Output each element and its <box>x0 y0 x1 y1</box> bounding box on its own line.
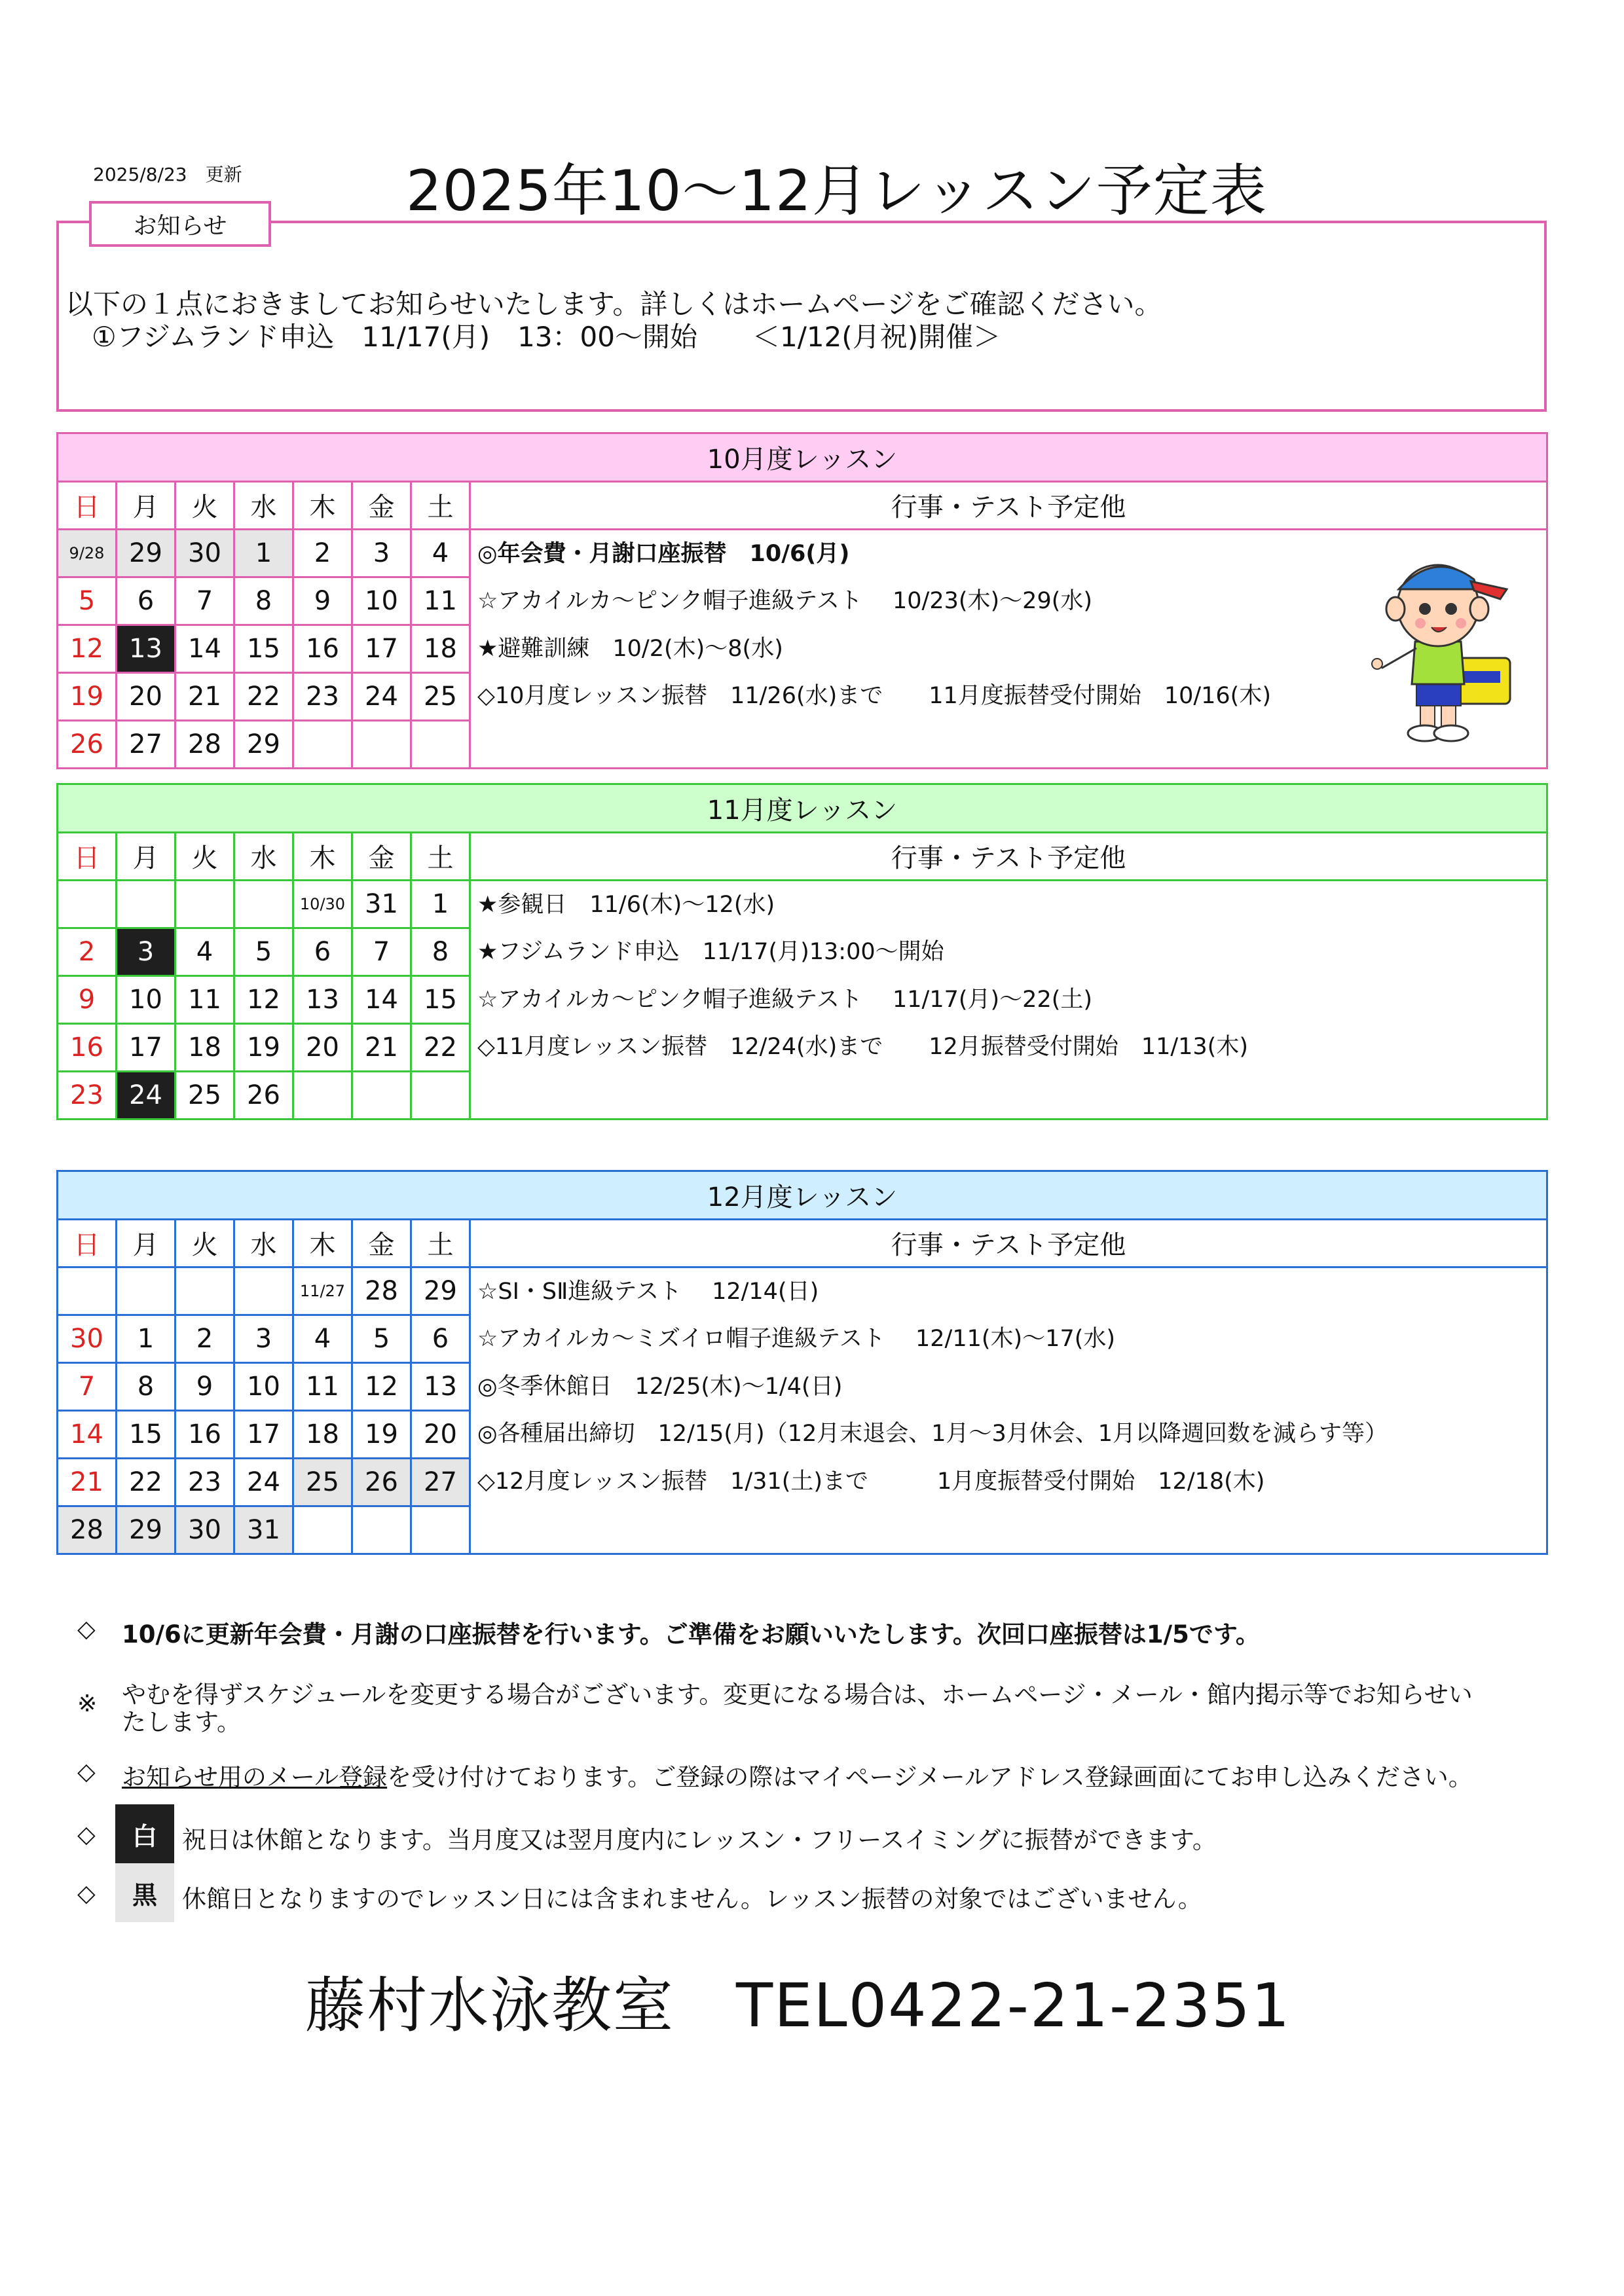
note-1-mark: ◇ <box>77 1616 96 1643</box>
day-cell: 6 <box>411 1315 470 1362</box>
day-cell: 14 <box>175 625 234 672</box>
day-cell: 26 <box>234 1071 293 1119</box>
day-cell <box>234 1267 293 1315</box>
day-cell: 31 <box>352 880 411 928</box>
weekday-tue: 火 <box>175 1220 234 1267</box>
day-cell: 10 <box>352 577 411 625</box>
notice-line-1: 以下の１点におきましてお知らせいたします。詳しくはホームページをご確認ください。 <box>65 288 1162 320</box>
weekday-tue: 火 <box>175 482 234 530</box>
events-header: 行事・テスト予定他 <box>470 482 1547 530</box>
day-cell: 24 <box>234 1458 293 1506</box>
day-cell: 11 <box>411 577 470 625</box>
day-cell: 1 <box>411 880 470 928</box>
day-cell <box>293 720 352 768</box>
day-cell: 2 <box>175 1315 234 1362</box>
event-line: ★避難訓練 10/2(木)〜8(水) <box>477 635 783 662</box>
updated-date: 2025/8/23 更新 <box>93 164 242 185</box>
october-events <box>470 529 1547 769</box>
event-line: ☆アカイルカ〜ピンク帽子進級テスト 11/17(月)〜22(土) <box>477 986 1093 1013</box>
day-cell: 19 <box>58 672 117 720</box>
day-cell: 10 <box>117 975 175 1023</box>
november-title: 11月度レッスン <box>58 784 1547 833</box>
weekday-sat: 土 <box>411 1220 470 1267</box>
day-cell: 15 <box>234 625 293 672</box>
weekday-thu: 木 <box>293 833 352 881</box>
day-cell: 26 <box>58 720 117 768</box>
day-cell <box>352 720 411 768</box>
day-cell: 23 <box>175 1458 234 1506</box>
day-cell-closed: 31 <box>234 1506 293 1554</box>
day-cell: 5 <box>234 928 293 975</box>
day-cell: 12 <box>234 975 293 1023</box>
day-cell: 8 <box>117 1362 175 1410</box>
november-events <box>470 880 1547 1120</box>
day-cell: 29 <box>117 529 175 577</box>
page-title: 2025年10〜12月レッスン予定表 <box>406 158 1267 224</box>
weekday-fri: 金 <box>352 1220 411 1267</box>
day-cell: 4 <box>411 529 470 577</box>
day-cell: 2 <box>58 928 117 975</box>
event-line: ◇10月度レッスン振替 11/26(水)まで 11月度振替受付開始 10/16(木) <box>477 683 1271 709</box>
white-holiday-badge: 白 <box>115 1804 174 1863</box>
day-cell: 5 <box>352 1315 411 1362</box>
day-cell: 15 <box>411 975 470 1023</box>
weekday-thu: 木 <box>293 482 352 530</box>
november-calendar <box>56 783 1548 1120</box>
weekday-sun: 日 <box>58 482 117 530</box>
day-cell: 9/28 <box>58 529 117 577</box>
day-cell-closed: 26 <box>352 1458 411 1506</box>
weekday-fri: 金 <box>352 833 411 881</box>
event-line: ◎各種届出締切 12/15(月)（12月末退会、1月〜3月休会、1月以降週回数を減らす等） <box>477 1421 1388 1447</box>
day-cell: 15 <box>117 1410 175 1458</box>
day-cell: 22 <box>411 1023 470 1071</box>
event-line: ◇11月度レッスン振替 12/24(水)まで 12月振替受付開始 11/13(木) <box>477 1034 1248 1060</box>
note-3-text: を受け付けております。ご登録の際はマイページメールアドレス登録画面にてお申し込みください。 <box>387 1763 1473 1791</box>
weekday-tue: 火 <box>175 833 234 881</box>
day-cell: 24 <box>352 672 411 720</box>
day-cell: 21 <box>175 672 234 720</box>
day-cell: 14 <box>58 1410 117 1458</box>
day-cell: 23 <box>293 672 352 720</box>
day-cell <box>411 1071 470 1119</box>
day-cell: 16 <box>175 1410 234 1458</box>
note-5-mark: ◇ <box>77 1880 96 1907</box>
day-cell-holiday: 13 <box>117 625 175 672</box>
day-cell: 7 <box>175 577 234 625</box>
weekday-mon: 月 <box>117 833 175 881</box>
note-2-text-a: やむを得ずスケジュールを変更する場合がございます。変更になる場合は、ホームページ・メール・館内掲示等でお知らせい <box>122 1681 1473 1709</box>
day-cell: 25 <box>411 672 470 720</box>
weekday-fri: 金 <box>352 482 411 530</box>
day-cell <box>117 880 175 928</box>
weekday-wed: 水 <box>234 1220 293 1267</box>
day-cell: 17 <box>117 1023 175 1071</box>
day-cell: 6 <box>293 928 352 975</box>
day-cell: 30 <box>58 1315 117 1362</box>
note-2-text-b: たします。 <box>122 1708 242 1736</box>
day-cell <box>411 1506 470 1554</box>
events-header: 行事・テスト予定他 <box>470 1220 1547 1267</box>
note-4-text: 祝日は休館となります。当月度又は翌月度内にレッスン・フリースイミングに振替ができます。 <box>182 1826 1217 1854</box>
event-line: ◎年会費・月謝口座振替 10/6(月) <box>477 540 850 567</box>
weekday-mon: 月 <box>117 482 175 530</box>
weekday-wed: 水 <box>234 833 293 881</box>
event-line: ☆SⅠ・SⅡ進級テスト 12/14(日) <box>477 1278 819 1305</box>
events-header: 行事・テスト予定他 <box>470 833 1547 881</box>
day-cell-closed: 29 <box>117 1506 175 1554</box>
day-cell <box>117 1267 175 1315</box>
day-cell: 4 <box>293 1315 352 1362</box>
weekday-thu: 木 <box>293 1220 352 1267</box>
day-cell: 11 <box>175 975 234 1023</box>
day-cell: 10 <box>234 1362 293 1410</box>
day-cell: 12 <box>352 1362 411 1410</box>
day-cell: 9 <box>175 1362 234 1410</box>
day-cell: 18 <box>175 1023 234 1071</box>
day-cell: 17 <box>234 1410 293 1458</box>
day-cell: 13 <box>411 1362 470 1410</box>
day-cell <box>352 1071 411 1119</box>
day-cell: 12 <box>58 625 117 672</box>
day-cell-closed: 25 <box>293 1458 352 1506</box>
day-cell: 19 <box>234 1023 293 1071</box>
day-cell: 11/27 <box>293 1267 352 1315</box>
day-cell: 10/30 <box>293 880 352 928</box>
day-cell-holiday: 24 <box>117 1071 175 1119</box>
day-cell: 28 <box>175 720 234 768</box>
day-cell: 22 <box>117 1458 175 1506</box>
weekday-sun: 日 <box>58 833 117 881</box>
day-cell <box>175 880 234 928</box>
day-cell-holiday: 3 <box>117 928 175 975</box>
weekday-sun: 日 <box>58 1220 117 1267</box>
day-cell: 13 <box>293 975 352 1023</box>
day-cell <box>411 720 470 768</box>
note-4-mark: ◇ <box>77 1821 96 1848</box>
weekday-sat: 土 <box>411 482 470 530</box>
event-line <box>471 1505 1546 1553</box>
day-cell-closed: 28 <box>58 1506 117 1554</box>
note-3-mark: ◇ <box>77 1758 96 1785</box>
contact-footer: 藤村水泳教室 TEL0422-21-2351 <box>305 1971 1291 2041</box>
day-cell: 8 <box>234 577 293 625</box>
october-title: 10月度レッスン <box>58 433 1547 482</box>
day-cell: 18 <box>293 1410 352 1458</box>
note-5-text: 休館日となりますのでレッスン日には含まれません。レッスン振替の対象ではございません。 <box>182 1885 1202 1913</box>
day-cell <box>293 1506 352 1554</box>
day-cell <box>234 880 293 928</box>
black-closed-badge: 黒 <box>115 1863 174 1922</box>
day-cell: 21 <box>58 1458 117 1506</box>
december-events <box>470 1267 1547 1554</box>
day-cell: 28 <box>352 1267 411 1315</box>
event-line: ◎冬季休館日 12/25(木)〜1/4(日) <box>477 1373 843 1400</box>
event-line: ★参観日 11/6(木)〜12(水) <box>477 891 775 918</box>
day-cell: 14 <box>352 975 411 1023</box>
day-cell: 8 <box>411 928 470 975</box>
event-line <box>471 1071 1546 1119</box>
day-cell: 3 <box>234 1315 293 1362</box>
day-cell: 27 <box>117 720 175 768</box>
day-cell: 20 <box>117 672 175 720</box>
day-cell: 18 <box>411 625 470 672</box>
day-cell: 1 <box>117 1315 175 1362</box>
event-line: ☆アカイルカ〜ピンク帽子進級テスト 10/23(木)〜29(水) <box>477 588 1093 614</box>
day-cell: 17 <box>352 625 411 672</box>
day-cell: 16 <box>293 625 352 672</box>
day-cell <box>175 1267 234 1315</box>
day-cell: 19 <box>352 1410 411 1458</box>
day-cell: 20 <box>411 1410 470 1458</box>
day-cell <box>58 880 117 928</box>
day-cell: 20 <box>293 1023 352 1071</box>
day-cell: 30 <box>175 529 234 577</box>
day-cell: 4 <box>175 928 234 975</box>
note-1-text: 10/6に更新年会費・月謝の口座振替を行います。ご準備をお願いいたします。次回口座振替は1/5です。 <box>122 1620 1260 1649</box>
day-cell: 22 <box>234 672 293 720</box>
october-calendar <box>56 432 1548 769</box>
weekday-wed: 水 <box>234 482 293 530</box>
day-cell: 23 <box>58 1071 117 1119</box>
event-line: ◇12月度レッスン振替 1/31(土)まで 1月度振替受付開始 12/18(木) <box>477 1468 1265 1495</box>
notice-tab: お知らせ <box>89 201 271 247</box>
day-cell: 16 <box>58 1023 117 1071</box>
day-cell: 9 <box>293 577 352 625</box>
day-cell <box>58 1267 117 1315</box>
weekday-mon: 月 <box>117 1220 175 1267</box>
day-cell: 29 <box>411 1267 470 1315</box>
day-cell: 7 <box>58 1362 117 1410</box>
note-2-mark: ※ <box>77 1690 98 1717</box>
weekday-sat: 土 <box>411 833 470 881</box>
day-cell: 3 <box>352 529 411 577</box>
mail-registration-link[interactable]: お知らせ用のメール登録 <box>122 1763 388 1791</box>
december-title: 12月度レッスン <box>58 1171 1547 1220</box>
event-line: ☆アカイルカ〜ミズイロ帽子進級テスト 12/11(木)〜17(水) <box>477 1326 1116 1352</box>
day-cell <box>352 1506 411 1554</box>
day-cell: 5 <box>58 577 117 625</box>
boy-mascot-icon <box>1369 543 1520 746</box>
day-cell: 2 <box>293 529 352 577</box>
day-cell: 29 <box>234 720 293 768</box>
day-cell: 11 <box>293 1362 352 1410</box>
day-cell: 21 <box>352 1023 411 1071</box>
day-cell: 25 <box>175 1071 234 1119</box>
day-cell-closed: 30 <box>175 1506 234 1554</box>
day-cell: 9 <box>58 975 117 1023</box>
notice-line-2: ①フジムランド申込 11/17(月) 13：00〜開始 ＜1/12(月祝)開催＞ <box>92 321 1001 353</box>
day-cell: 7 <box>352 928 411 975</box>
december-calendar <box>56 1170 1548 1555</box>
event-line: ★フジムランド申込 11/17(月)13:00〜開始 <box>477 939 944 965</box>
note-3 <box>122 1757 1473 1793</box>
day-cell: 1 <box>234 529 293 577</box>
day-cell-closed: 27 <box>411 1458 470 1506</box>
day-cell: 6 <box>117 577 175 625</box>
day-cell <box>293 1071 352 1119</box>
